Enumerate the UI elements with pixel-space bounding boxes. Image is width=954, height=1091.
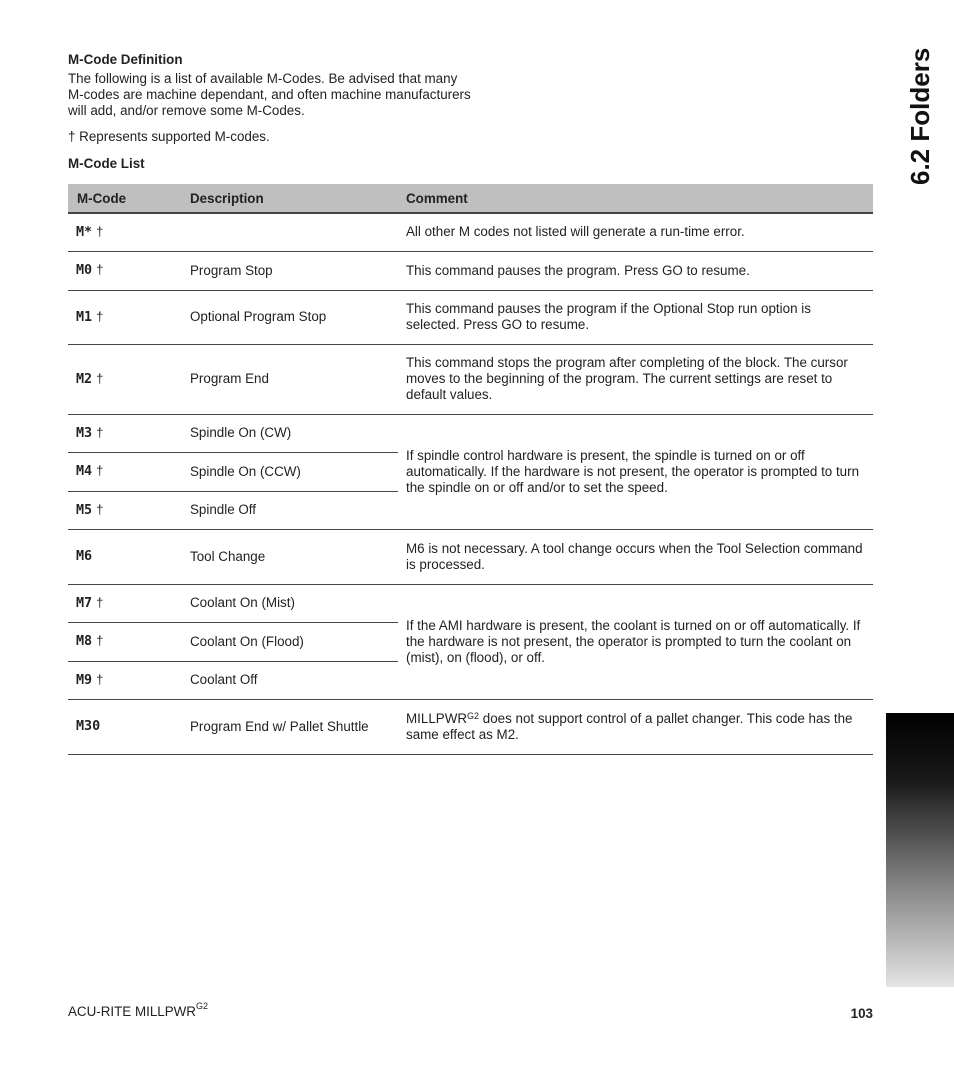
code: M30 <box>76 719 101 734</box>
comment-cell: M6 is not necessary. A tool change occurs when the Tool Selection command is processed. <box>398 529 873 584</box>
comment-cell: If the AMI hardware is present, the coolant is turned on or off automatically. If the hardware is not present, the operator is prompted to turn the coolant on (mist), on (flood), or off. <box>398 584 873 699</box>
code: M7 <box>76 595 93 611</box>
comment-cell: This command stops the program after completing of the block. The cursor moves to the beginning of the program. The current settings are reset to default values. <box>398 344 873 414</box>
table-row <box>68 213 873 251</box>
description-cell <box>182 213 398 251</box>
code: M4 <box>76 464 93 479</box>
mcode-cell <box>68 661 182 699</box>
mcode-cell <box>68 452 182 491</box>
code: M* <box>76 224 93 240</box>
description-cell: Spindle On (CCW) <box>182 452 398 491</box>
mcode-table <box>68 184 873 755</box>
table-header-row <box>68 184 873 213</box>
code: M8 <box>76 634 93 649</box>
header-comment: Comment <box>398 184 873 213</box>
comment-text: MILLPWR <box>406 710 468 726</box>
supported-mark: † <box>96 262 104 277</box>
mcode-cell <box>68 491 182 529</box>
description-cell: Tool Change <box>182 529 398 584</box>
brand-text: ACU-RITE MILLPWR <box>68 1004 196 1019</box>
definition-heading: M-Code Definition <box>68 52 183 67</box>
definition-line: will add, and/or remove some M-Codes. <box>68 103 305 118</box>
description-cell: Program End <box>182 344 398 414</box>
supported-mark: † <box>96 308 104 324</box>
list-heading: M-Code List <box>68 156 145 171</box>
supported-note: † Represents supported M-codes. <box>68 129 270 144</box>
comment-text: does not support control of a pallet changer. This code has the same effect as M2. <box>406 710 853 742</box>
supported-mark: † <box>96 424 104 440</box>
table-row <box>68 529 873 584</box>
code: M1 <box>76 309 93 325</box>
description-cell: Program End w/ Pallet Shuttle <box>182 699 398 754</box>
supported-mark: † <box>96 671 104 687</box>
comment-cell: All other M codes not listed will generate a run-time error. <box>398 213 873 251</box>
code: M5 <box>76 502 93 518</box>
supported-mark: † <box>96 501 104 517</box>
comment-cell: If spindle control hardware is present, the spindle is turned on or off automatically. If the hardware is not present, the operator is prompted to turn the spindle on or off and/or to set the speed. <box>398 414 873 529</box>
table-row <box>68 699 873 754</box>
superscript: G2 <box>195 1001 208 1011</box>
code: M6 <box>76 549 93 564</box>
supported-mark: † <box>96 370 104 386</box>
code: M0 <box>76 263 93 278</box>
table-row <box>68 584 873 622</box>
comment-cell: This command pauses the program. Press GO to resume. <box>398 251 873 290</box>
definition-line: M-codes are machine dependant, and often machine manufacturers <box>68 87 471 102</box>
code: M3 <box>76 425 93 441</box>
definition-line: The following is a list of available M-Codes. Be advised that many <box>68 71 458 86</box>
description-cell: Coolant Off <box>182 661 398 699</box>
code: M2 <box>76 371 93 387</box>
section-side-title: 6.2 Folders <box>905 47 935 185</box>
mcode-cell <box>68 584 182 622</box>
table-row <box>68 344 873 414</box>
header-mcode: M-Code <box>68 184 182 213</box>
description-cell: Coolant On (Mist) <box>182 584 398 622</box>
mcode-cell <box>68 251 182 290</box>
page-number: 103 <box>850 1006 873 1021</box>
mcode-cell <box>68 699 182 754</box>
supported-mark: † <box>96 223 104 239</box>
footer-brand <box>68 1001 208 1019</box>
description-cell: Optional Program Stop <box>182 290 398 344</box>
code: M9 <box>76 672 93 688</box>
comment-cell <box>398 699 873 754</box>
comment-cell: This command pauses the program if the Optional Stop run option is selected. Press GO to resume. <box>398 290 873 344</box>
description-cell: Spindle On (CW) <box>182 414 398 452</box>
mcode-cell <box>68 290 182 344</box>
section-tab-gradient <box>886 713 954 987</box>
mcode-cell <box>68 622 182 661</box>
table-row <box>68 414 873 452</box>
table-row <box>68 251 873 290</box>
header-description: Description <box>182 184 398 213</box>
description-cell: Coolant On (Flood) <box>182 622 398 661</box>
superscript: G2 <box>467 710 480 721</box>
mcode-cell <box>68 414 182 452</box>
definition-paragraph <box>68 71 518 119</box>
mcode-cell <box>68 344 182 414</box>
description-cell: Program Stop <box>182 251 398 290</box>
mcode-cell <box>68 213 182 251</box>
description-cell: Spindle Off <box>182 491 398 529</box>
supported-mark: † <box>96 594 104 610</box>
supported-mark: † <box>96 463 104 478</box>
table-row <box>68 290 873 344</box>
mcode-cell <box>68 529 182 584</box>
supported-mark: † <box>96 633 104 648</box>
